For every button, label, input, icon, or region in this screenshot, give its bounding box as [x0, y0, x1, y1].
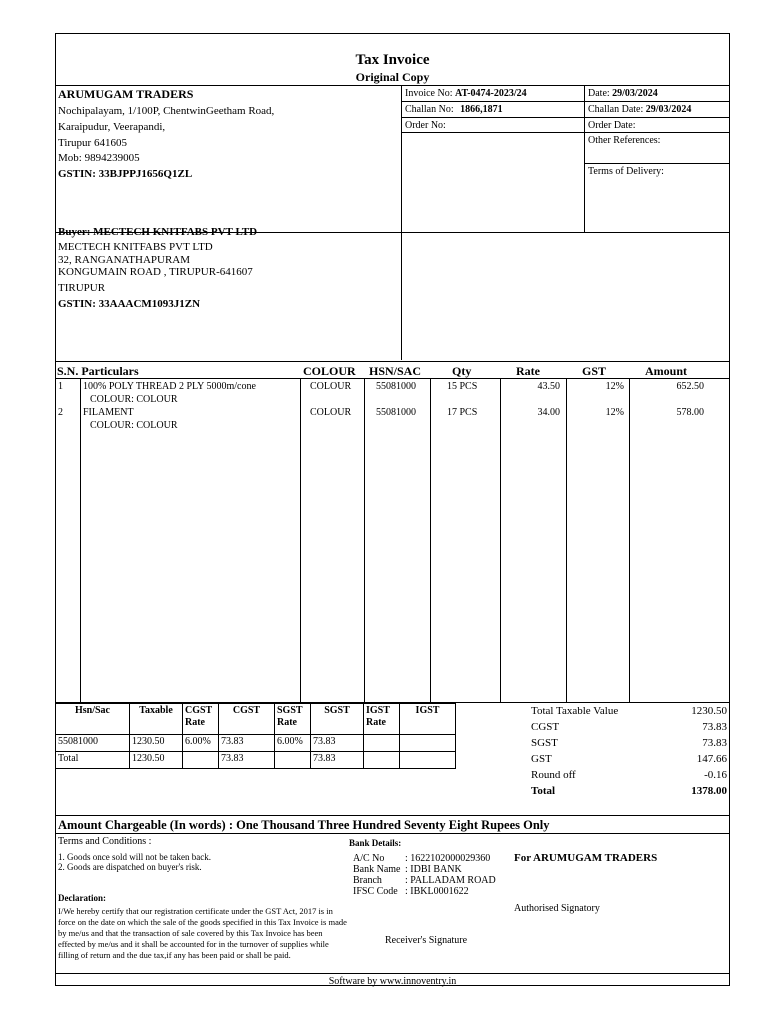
terms-heading: Terms and Conditions :: [58, 836, 152, 847]
tax-cell: [400, 735, 456, 752]
divider: [566, 378, 567, 702]
date-label: Date:: [588, 88, 610, 99]
invoice-no-value: AT-0474-2023/24: [455, 88, 527, 99]
challan-no-field: [405, 104, 503, 115]
item-gst: 12%: [605, 407, 624, 418]
tax-cell: 55081000: [56, 735, 130, 752]
bank-heading: Bank Details:: [349, 838, 402, 848]
terms-of-delivery-label: Terms of Delivery:: [588, 166, 664, 177]
receiver-signature-label: Receiver's Signature: [385, 935, 468, 946]
divider: [584, 85, 585, 232]
seller-name: ARUMUGAM TRADERS: [58, 87, 194, 101]
total-taxable-label: Total Taxable Value: [531, 705, 619, 717]
tax-header-cgst-rate: CGST Rate: [183, 704, 219, 735]
copy-label: Original Copy: [355, 70, 430, 84]
item-colour: COLOUR: [310, 407, 352, 418]
item-particular: 100% POLY THREAD 2 PLY 5000m/cone: [83, 381, 256, 392]
date-field: [588, 88, 658, 99]
declaration-text: I/We hereby certify that our registration certificate under the GST Act, 2017 is in force on the date on which the sale of the goods specified in this Tax Invoice is made by me/us and that the transaction of sale covered by this Tax Invoice has been effected by me/us and it shall be accounted for in the turnover of supplies while filling of return and the due tax,if any has been paid or shall be paid.: [58, 906, 347, 960]
divider: [80, 378, 81, 702]
item-sub: COLOUR: COLOUR: [90, 394, 178, 405]
tax-cell: 73.83: [219, 735, 275, 752]
sgst-total-label: SGST: [531, 737, 558, 749]
col-header-colour: COLOUR: [303, 364, 356, 378]
col-header-gst: GST: [582, 364, 607, 378]
date-value: 29/03/2024: [612, 88, 658, 99]
tax-cell: [364, 752, 400, 769]
cgst-total-label: CGST: [531, 721, 560, 733]
item-gst: 12%: [605, 381, 624, 392]
col-header-amount: Amount: [645, 364, 688, 378]
buyer-heading: Buyer: MECTECH KNITFABS PVT LTD: [58, 226, 258, 238]
bank-value: : PALLADAM ROAD: [405, 875, 496, 886]
item-qty: 15 PCS: [447, 381, 478, 392]
order-no-label: Order No:: [405, 120, 446, 131]
divider: [584, 163, 730, 164]
tax-cell: 1230.50: [130, 735, 183, 752]
table-row: [56, 735, 456, 752]
tax-cell: [400, 752, 456, 769]
bank-label: Bank Name: [353, 864, 401, 875]
item-sn: 1: [58, 381, 63, 392]
challan-date-field: [588, 104, 691, 115]
tax-summary-table: [55, 703, 456, 769]
grand-total-value: 1378.00: [691, 785, 727, 797]
bank-label: IFSC Code: [353, 886, 398, 897]
order-date-label: Order Date:: [588, 120, 636, 131]
authorised-signatory-label: Authorised Signatory: [514, 903, 600, 914]
divider: [401, 132, 730, 133]
tax-cell: 73.83: [219, 752, 275, 769]
challan-no-value: 1866,1871: [460, 104, 503, 115]
cgst-total-value: 73.83: [702, 721, 727, 733]
tax-cell: 6.00%: [183, 735, 219, 752]
terms-item: 2. Goods are dispatched on buyer's risk.: [58, 862, 202, 872]
col-header-qty: Qty: [452, 364, 472, 378]
buyer-gstin: GSTIN: 33AAACM1093J1ZN: [58, 298, 201, 310]
bank-value: : IBKL0001622: [405, 886, 469, 897]
round-off-label: Round off: [531, 769, 576, 781]
item-colour: COLOUR: [310, 381, 352, 392]
buyer-address-line: MECTECH KNITFABS PVT LTD: [58, 241, 213, 253]
table-row: [56, 704, 456, 735]
tax-header-sgst-rate: SGST Rate: [275, 704, 311, 735]
grand-total-label: Total: [531, 785, 556, 797]
item-rate: 34.00: [537, 407, 560, 418]
challan-date-value: 29/03/2024: [645, 104, 692, 115]
seller-address-line: Karaipudur, Veerapandi,: [58, 121, 166, 133]
col-header-hsn: HSN/SAC: [369, 364, 422, 378]
software-credit: Software by www.innoventry.in: [328, 976, 457, 987]
item-particular: FILAMENT: [83, 407, 134, 418]
item-hsn: 55081000: [376, 407, 416, 418]
divider: [401, 85, 402, 360]
divider: [364, 378, 365, 702]
invoice-no-field: [405, 88, 527, 99]
bank-label: A/C No: [353, 853, 385, 864]
col-header-rate: Rate: [516, 364, 540, 378]
tax-cell: 1230.50: [130, 752, 183, 769]
other-references-label: Other References:: [588, 135, 661, 146]
tax-cell: 73.83: [311, 735, 364, 752]
seller-gstin: GSTIN: 33BJPPJ1656Q1ZL: [58, 168, 193, 180]
bank-value: : IDBI BANK: [405, 864, 462, 875]
divider: [300, 378, 301, 702]
seller-mobile: Mob: 9894239005: [58, 152, 140, 164]
tax-header-igst-rate: IGST Rate: [364, 704, 400, 735]
tax-cell: [275, 752, 311, 769]
item-hsn: 55081000: [376, 381, 416, 392]
seller-address-line: Tirupur 641605: [58, 137, 127, 149]
item-amount: 652.50: [676, 381, 704, 392]
tax-cell: Total: [56, 752, 130, 769]
divider: [401, 101, 730, 102]
divider: [430, 378, 431, 702]
divider: [500, 378, 501, 702]
tax-cell: [183, 752, 219, 769]
challan-date-label: Challan Date:: [588, 104, 644, 115]
invoice-no-label: Invoice No:: [405, 88, 453, 99]
divider: [55, 815, 730, 816]
item-sub: COLOUR: COLOUR: [90, 420, 178, 431]
buyer-address-line: TIRUPUR: [58, 282, 106, 294]
item-amount: 578.00: [676, 407, 704, 418]
col-header-sn-particulars: S.N. Particulars: [57, 364, 139, 378]
seller-address-line: Nochipalayam, 1/100P, ChentwinGeetham Road,: [58, 105, 275, 117]
tax-header-sgst: SGST: [311, 704, 364, 735]
round-off-value: -0.16: [704, 769, 727, 781]
bank-label: Branch: [353, 875, 382, 886]
sgst-total-value: 73.83: [702, 737, 727, 749]
challan-no-label: Challan No:: [405, 104, 454, 115]
buyer-address-line: 32, RANGANATHAPURAM: [58, 254, 191, 266]
tax-cell: [364, 735, 400, 752]
buyer-address-line: KONGUMAIN ROAD , TIRUPUR-641607: [58, 266, 253, 278]
gst-total-value: 147.66: [696, 753, 727, 765]
item-qty: 17 PCS: [447, 407, 478, 418]
tax-header-cgst: CGST: [219, 704, 275, 735]
item-rate: 43.50: [537, 381, 560, 392]
for-company-label: For ARUMUGAM TRADERS: [514, 852, 658, 864]
divider: [401, 117, 730, 118]
tax-header-taxable: Taxable: [130, 704, 183, 735]
invoice-title: Tax Invoice: [355, 52, 430, 68]
divider: [55, 833, 730, 834]
tax-header-hsn: Hsn/Sac: [56, 704, 130, 735]
terms-item: 1. Goods once sold will not be taken back.: [58, 852, 211, 862]
divider: [629, 378, 630, 702]
divider: [55, 361, 730, 362]
tax-cell: 6.00%: [275, 735, 311, 752]
tax-cell: 73.83: [311, 752, 364, 769]
bank-value: : 1622102000029360: [405, 853, 491, 864]
amount-in-words: Amount Chargeable (In words) : One Thousand Three Hundred Seventy Eight Rupees Only: [58, 818, 550, 832]
tax-header-igst: IGST: [400, 704, 456, 735]
table-row: [56, 752, 456, 769]
divider: [55, 85, 730, 86]
divider: [55, 973, 730, 974]
total-taxable-value: 1230.50: [691, 705, 727, 717]
declaration-heading: Declaration:: [58, 893, 106, 903]
item-sn: 2: [58, 407, 63, 418]
gst-total-label: GST: [531, 753, 552, 765]
